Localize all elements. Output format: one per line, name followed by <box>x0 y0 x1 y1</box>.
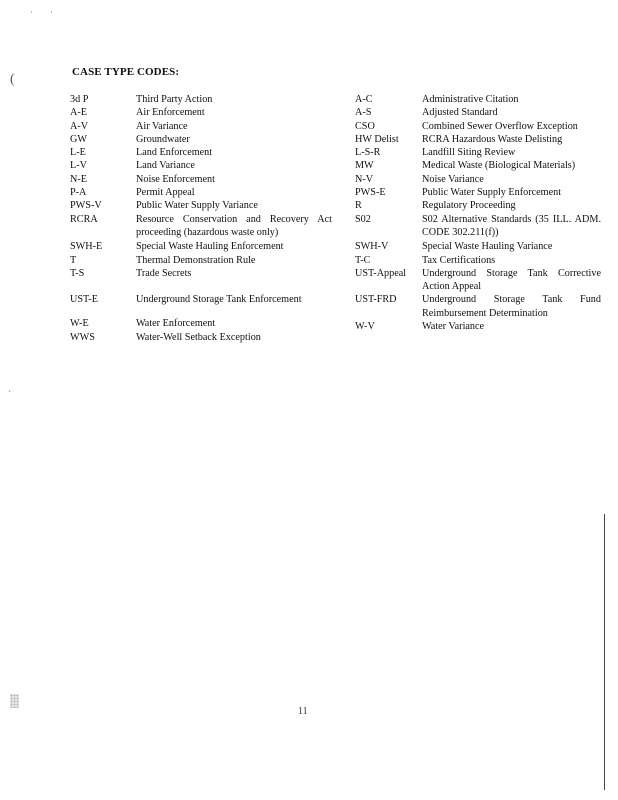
code-row <box>70 199 332 212</box>
case-code: WWS <box>70 331 95 343</box>
case-description: Regulatory Proceeding <box>422 200 516 212</box>
code-row <box>70 331 332 344</box>
left-code-column <box>70 93 332 344</box>
case-code: UST-E <box>70 294 98 306</box>
case-description: Thermal Demonstration Rule <box>136 254 256 266</box>
code-row <box>355 293 601 320</box>
case-description: Adjusted Standard <box>422 107 498 119</box>
case-code: UST-Appeal <box>355 267 407 279</box>
code-row <box>355 133 601 146</box>
case-code: S02 <box>355 213 371 225</box>
case-description: Permit Appeal <box>136 187 195 199</box>
case-description: Underground Storage Tank Enforcement <box>136 294 302 306</box>
code-row <box>355 267 601 294</box>
code-row <box>355 93 601 106</box>
case-code: L-V <box>70 160 87 172</box>
case-code: PWS-V <box>70 200 102 212</box>
code-row <box>70 120 332 133</box>
code-row <box>70 267 332 280</box>
page-number: 11 <box>298 706 308 717</box>
code-row <box>355 173 601 186</box>
case-code: T <box>70 254 77 266</box>
case-description: Special Waste Hauling Variance <box>422 241 553 253</box>
case-code: N-E <box>70 173 87 185</box>
case-code: A-C <box>355 94 373 105</box>
code-row <box>70 213 332 240</box>
code-row <box>355 159 601 172</box>
case-description: Tax Certifications <box>422 254 496 266</box>
case-code: T-C <box>355 254 371 266</box>
case-description: Resource Conservation and Recovery Act proceeding (hazardous waste only) <box>136 213 332 238</box>
case-description: Combined Sewer Overflow Exception <box>422 120 578 132</box>
case-code: RCRA <box>70 213 98 225</box>
case-code: SWH-E <box>70 241 103 253</box>
scan-artifact: ˏ <box>8 382 11 392</box>
case-description: Medical Waste (Biological Materials) <box>422 160 576 172</box>
case-code: 3d P <box>70 94 89 105</box>
case-description: Special Waste Hauling Enforcement <box>136 241 284 253</box>
case-code: UST-FRD <box>355 294 397 306</box>
case-description: Land Enforcement <box>136 147 213 159</box>
code-row <box>70 146 332 159</box>
code-row <box>355 106 601 119</box>
page-title: CASE TYPE CODES: <box>72 66 180 78</box>
code-row <box>355 254 601 267</box>
code-row <box>70 293 332 306</box>
code-row <box>70 93 332 106</box>
case-code: W-E <box>70 318 89 330</box>
case-code: L-S-R <box>355 147 381 159</box>
case-description: Water Enforcement <box>136 318 216 330</box>
scan-artifact <box>10 694 19 708</box>
case-description: Land Variance <box>136 160 195 172</box>
case-description: Trade Secrets <box>136 267 192 279</box>
case-code: A-S <box>355 107 372 119</box>
case-description: Underground Storage Tank Fund Reimbursement Determination <box>422 294 601 319</box>
right-code-column <box>355 93 601 333</box>
case-description: Third Party Action <box>136 94 213 105</box>
case-code: N-V <box>355 173 374 185</box>
case-description: Landfill Siting Review <box>422 147 516 159</box>
case-description: Water Variance <box>422 321 485 333</box>
code-row <box>355 320 601 333</box>
case-description: RCRA Hazardous Waste Delisting <box>422 133 563 145</box>
case-description: Noise Enforcement <box>136 173 215 185</box>
case-code: L-E <box>70 147 86 159</box>
case-description: Public Water Supply Variance <box>136 200 258 212</box>
code-row <box>70 186 332 199</box>
code-row <box>355 240 601 253</box>
case-code: W-V <box>355 321 375 333</box>
case-code: P-A <box>70 187 87 199</box>
case-code: CSO <box>355 120 375 132</box>
case-code: SWH-V <box>355 241 389 253</box>
case-code: PWS-E <box>355 187 386 199</box>
scan-artifact: ( <box>10 72 15 87</box>
code-row <box>355 120 601 133</box>
case-description: S02 Alternative Standards (35 ILL. ADM. CODE 302.211(f)) <box>422 213 601 238</box>
case-description: Groundwater <box>136 133 190 145</box>
code-row <box>70 106 332 119</box>
case-description: Air Variance <box>136 120 188 132</box>
case-code: HW Delist <box>355 133 399 145</box>
case-code: A-E <box>70 107 87 119</box>
case-code: T-S <box>70 267 85 279</box>
code-row <box>70 317 332 330</box>
code-row <box>70 240 332 253</box>
code-row <box>70 254 332 267</box>
case-description: Underground Storage Tank Corrective Action Appeal <box>422 267 601 293</box>
case-code: GW <box>70 133 87 145</box>
scan-artifact: ˈ <box>50 10 53 20</box>
code-row <box>355 199 601 212</box>
case-description: Air Enforcement <box>136 107 205 119</box>
code-row <box>355 146 601 159</box>
case-description: Public Water Supply Enforcement <box>422 187 562 199</box>
case-description: Water-Well Setback Exception <box>136 331 261 343</box>
case-code: MW <box>355 160 374 172</box>
case-description: Noise Variance <box>422 173 484 185</box>
scan-edge-line <box>604 514 605 790</box>
code-row <box>70 173 332 186</box>
scan-artifact: ˈ <box>30 10 33 20</box>
code-row <box>70 133 332 146</box>
code-row <box>355 213 601 240</box>
code-row <box>70 159 332 172</box>
code-row <box>355 186 601 199</box>
case-code: R <box>355 200 362 212</box>
case-description: Administrative Citation <box>422 94 519 105</box>
case-code: A-V <box>70 120 89 132</box>
